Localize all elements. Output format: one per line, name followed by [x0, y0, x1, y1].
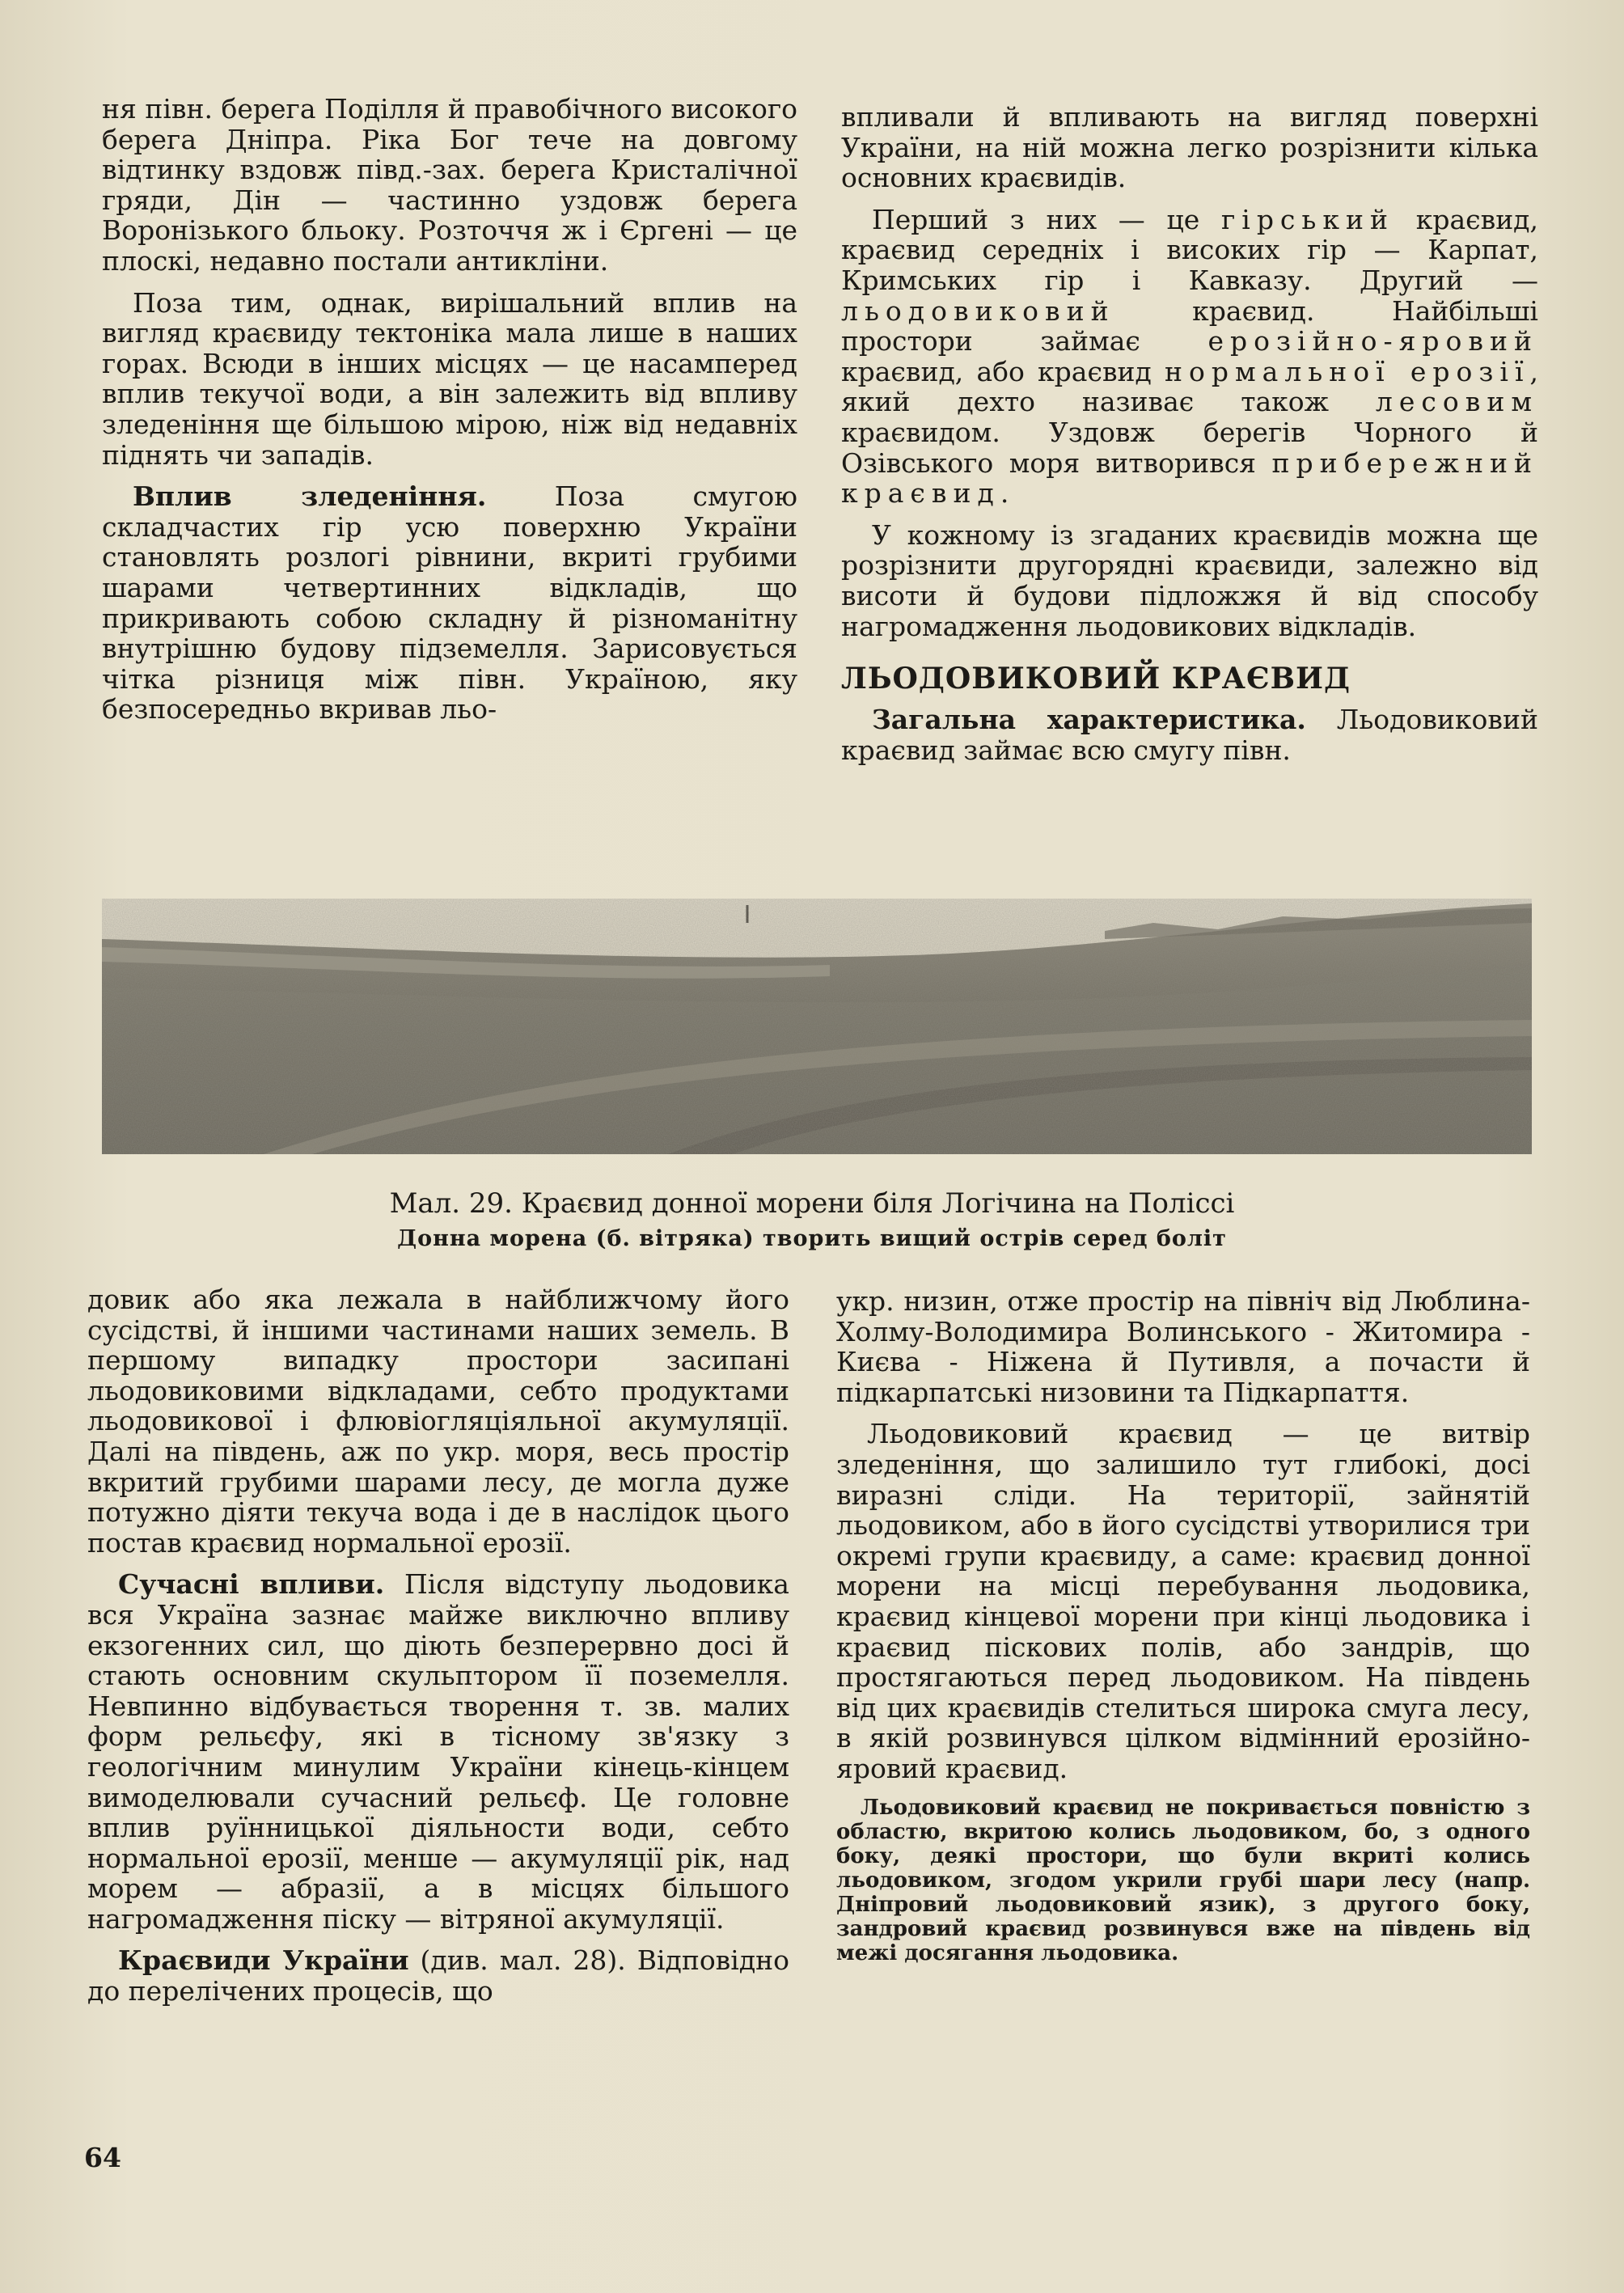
paragraph-text: Після відступу льодовика вся Україна зазнає майже виключно впливу екзогенних сил, що діють безперервно досі й стають основним скульптором її поземелля. Невпинно відбувається творення т. зв. малих форм рельєфу, які в тісному зв'язку з геологічним минулим України кінець-кінцем вимоделювали сучасний рельєф. Це головне вплив руїнницької діяльности води, себто нормальної ерозії, менше — акумуляції рік, над морем — абразії, а в місцях більшого нагромадження піску — вітряної акумуляції.	[87, 1568, 789, 1935]
landscape-photo	[102, 899, 1532, 1154]
spaced-term: прибережний краєвид	[841, 446, 1538, 510]
paragraph	[102, 481, 797, 725]
text-run: .	[1000, 477, 1009, 510]
text-run: Перший з них — це	[872, 203, 1221, 235]
paragraph	[841, 704, 1538, 765]
run-in-heading: Сучасні впливи.	[118, 1568, 385, 1601]
paragraph: впливали й впливають на вигляд поверхні України, на ній можна легко розрізнити кілька основних краєвидів.	[841, 101, 1538, 194]
page-number: 64	[84, 2142, 121, 2173]
section-heading: ЛЬОДОВИКОВИЙ КРАЄВИД	[841, 662, 1351, 696]
paragraph-text: (див. мал. 28). Відповідно до перелічених процесів, що	[87, 1944, 790, 2007]
figure-subcaption: Донна морена (б. вітряка) творить вищий острів серед боліт	[397, 1226, 1227, 1251]
paragraph: Поза тим, однак, вирішальний вплив на вигляд краєвиду тектоніка мала лише в наших горах. Всюди в інших місцях — це насамперед вплив текучої води, а він залежить від впливу зледеніння ще більшою мірою, ніж від недавніх піднять чи западів.	[102, 286, 797, 471]
text-run: краєвид, краєвид середніх і високих гір — Карпат, Кримських гір і Кавказу. Другий —	[841, 203, 1538, 296]
paragraph-text: Поза смугою складчастих гір усю поверхню України становлять розлогі рівнини, вкриті грубими шарами четвертинних відкладів, що прикривають собою складну й різноманітну внутрішню будову підземелля. Зарисовується чітка різниця між півн. Україною, яку безпосередньо вкривав льо-	[102, 480, 797, 726]
right-column-top	[841, 102, 1538, 776]
right-column-bottom	[836, 1286, 1530, 1977]
spaced-term: ерозійно-яровий	[1207, 325, 1538, 357]
text-run: , який дехто називає також	[841, 355, 1538, 418]
paragraph	[87, 1945, 789, 2006]
run-in-heading: Загальна характеристика.	[872, 704, 1306, 736]
text-run: краєвид, або краєвид	[841, 355, 1165, 387]
figure-caption: Мал. 29. Краєвид донної морени біля Логічина на Поліссі	[389, 1187, 1235, 1220]
spaced-term: нормальної ерозії	[1165, 355, 1530, 387]
moraine-landscape-image	[102, 899, 1532, 1154]
paragraph	[87, 1569, 789, 1934]
spaced-term: лесовим	[1375, 386, 1538, 418]
run-in-heading: Краєвиди України	[118, 1944, 409, 1977]
paragraph: довик або яка лежала в найближчому його сусідстві, й іншими частинами наших земель. В першому випадку простори засипані льодовиковими відкладами, себто продуктами льодовикової і флювіогляціяльної акумуляції. Далі на південь, аж по укр. моря, весь простір вкритий грубими шарами лесу, де могла дуже потужно діяти текуча вода і де в наслідок цього постав краєвид нормальної ерозії.	[87, 1284, 789, 1559]
run-in-heading: Вплив зледеніння.	[133, 480, 487, 513]
footnote: Льодовиковий краєвид не покривається повністю з областю, вкритою колись льодовиком, бо, з одного боку, деякі простори, що були вкриті колись льодовиком, згодом укрили грубі шари лесу (напр. Дніпровий льодовиковий язик), з другого боку, зандровий краєвид розвинувся вже на південь від межі досягання льодовика.	[836, 1795, 1530, 1965]
paragraph	[841, 205, 1538, 509]
spaced-term: льодовиковий	[841, 294, 1115, 327]
spaced-term: гірський	[1220, 203, 1394, 235]
paragraph: У кожному із згаданих краєвидів можна ще розрізнити другорядні краєвиди, залежно від висоти й будови підложжя й від способу нагромадження льодовикових відкладів.	[841, 518, 1538, 642]
text-run: краєвид. Найбільші простори займає	[841, 294, 1538, 357]
paragraph: ня півн. берега Поділля й правобічного високого берега Дніпра. Ріка Бог тече на довгому відтинку вздовж півд.-зах. берега Кристалічної гряди, Дін — частинно уздовж берега Воронізького бльоку. Розточчя ж і Єргені — це плоскі, недавно постали антикліни.	[102, 93, 797, 277]
text-run: краєвидом. Уздовж берегів Чорного й Озівського моря витворився	[841, 416, 1538, 479]
paragraph: Льодовиковий краєвид — це витвір зледеніння, що залишило тут глибокі, досі виразні сліди. На території, зайнятій льодовиком, або в його сусідстві утворилися три окремі групи краєвиду, а саме: краєвид донної морени на місці перебування льодовика, краєвид кінцевої морени при кінці льодовика і краєвид піскових полів, або зандрів, що простягаються перед льодовиком. На південь від цих краєвидів стелиться широка смуга лесу, в якій розвинувся цілком відмінний ерозійно-яровий краєвид.	[836, 1418, 1530, 1784]
paragraph-text: Льодовиковий краєвид займає всю смугу півн.	[841, 704, 1538, 766]
left-column-top	[102, 94, 797, 736]
paragraph: укр. низин, отже простір на північ від Люблина-Холму-Володимира Волинського - Житомира - Києва - Ніжена й Путивля, а почасти й підкарпатські низовини та Підкарпаття.	[836, 1285, 1530, 1408]
left-column-bottom	[87, 1284, 789, 2018]
